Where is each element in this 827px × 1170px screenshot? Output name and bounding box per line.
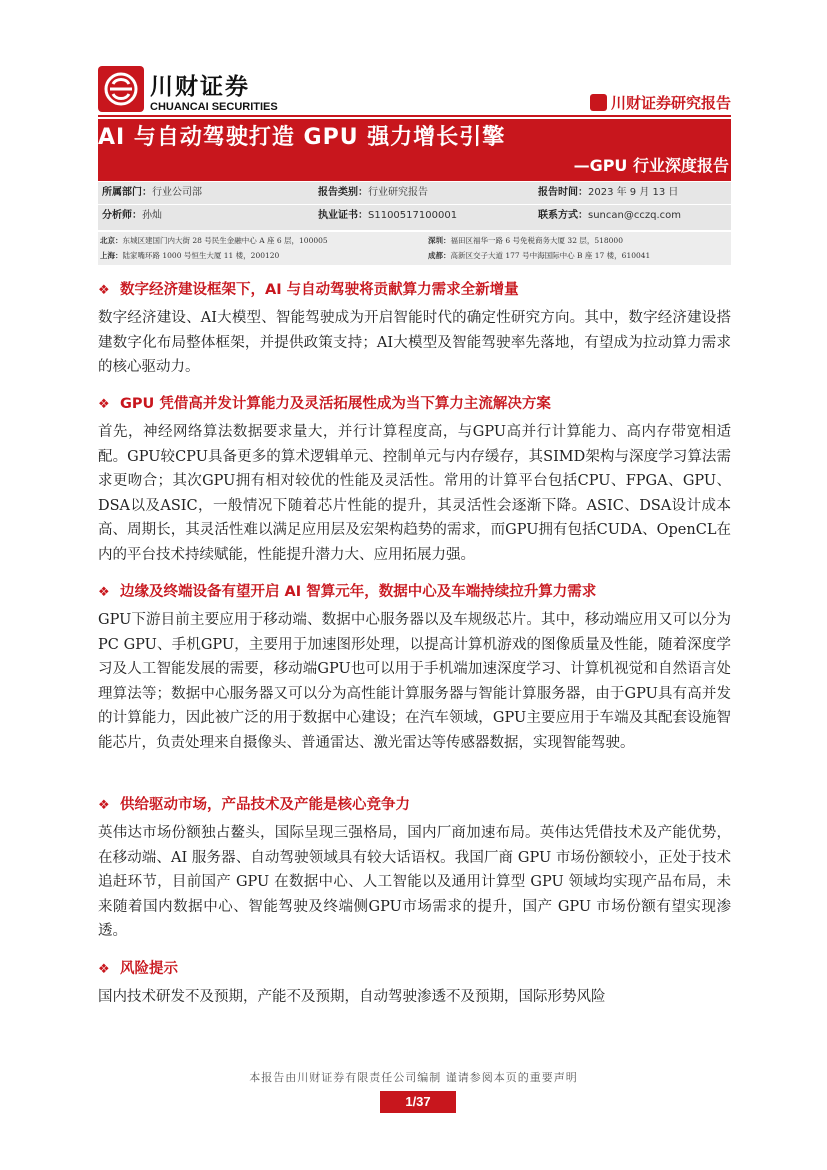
section-heading: [98, 580, 731, 604]
addr-chengdu: [428, 249, 650, 263]
addr-shanghai: [100, 249, 279, 263]
meta-row-1: [98, 182, 731, 204]
footer-disclaimer: 本报告由川财证券有限责任公司编制 谨请参阅本页的重要声明: [249, 1071, 578, 1084]
diamond-bullet-icon: ❖: [98, 585, 110, 600]
office-addresses: [98, 232, 731, 265]
header-divider: [98, 115, 731, 117]
addr-shenzhen: [428, 234, 623, 248]
diamond-bullet-icon: ❖: [98, 397, 110, 412]
meta-date-value: 2023 年 9 月 13 日: [588, 187, 679, 198]
report-subtitle: —GPU 行业深度报告: [573, 156, 729, 175]
meta-type-label: 报告类别：: [318, 187, 368, 198]
meta-analyst: [102, 205, 162, 227]
meta-cert: [318, 205, 457, 227]
addr-row-2: [98, 249, 731, 263]
meta-contact-label: 联系方式：: [538, 210, 588, 221]
brand-logo-icon: [590, 94, 607, 111]
diamond-bullet-icon: ❖: [98, 798, 110, 813]
meta-date-label: 报告时间：: [538, 187, 588, 198]
addr-shanghai-value: 陆家嘴环路 1000 号恒生大厦 11 楼，200120: [122, 251, 280, 260]
meta-type: [318, 182, 428, 204]
section-heading: [98, 392, 731, 416]
meta-contact-value[interactable]: suncan@cczq.com: [588, 210, 681, 221]
section-heading: [98, 957, 731, 981]
report-brand: [590, 92, 731, 113]
report-meta-table: [98, 182, 731, 230]
section-title: 边缘及终端设备有望开启 AI 智算元年，数据中心及车端持续拉升算力需求: [120, 584, 597, 600]
section-supply-driven: [98, 793, 731, 944]
addr-shenzhen-label: 深圳：: [428, 236, 451, 245]
meta-dept: [102, 182, 202, 204]
meta-contact: [538, 205, 681, 227]
section-digital-economy: [98, 278, 731, 380]
section-edge-devices: [98, 580, 731, 755]
meta-cert-label: 执业证书：: [318, 210, 368, 221]
section-body: 数字经济建设、AI大模型、智能驾驶成为开启智能时代的确定性研究方向。其中，数字经济建设搭建数字化布局整体框架，并提供政策支持；AI大模型及智能驾驶率先落地，有望成为拉动算力需求的核心驱动力。: [98, 310, 731, 375]
report-brand-label: 川财证券研究报告: [610, 94, 731, 112]
section-title: 数字经济建设框架下，AI 与自动驾驶将贡献算力需求全新增量: [120, 282, 519, 298]
meta-type-value: 行业研究报告: [368, 187, 428, 198]
page-number: 1/37: [380, 1091, 456, 1113]
section-heading: [98, 793, 731, 817]
section-body: 首先，神经网络算法数据要求量大，并行计算程度高，与GPU高并行计算能力、高内存带宽相适配。GPU较CPU具备更多的算术逻辑单元、控制单元与内存缓存，其SIMD架构与深度学习算法需求更吻合；其次GPU拥有相对较优的性能及灵活性。常用的计算平台包括CPU、FPGA、GPU、DSA以及ASIC，一般情况下随着芯片性能的提升，其灵活性会逐渐下降。ASIC、DSA设计成本高、周期长，其灵活性难以满足应用层及宏架构趋势的需求，而GPU拥有包括CUDA、OpenCL在内的平台技术持续赋能，性能提升潜力大、应用拓展力强。: [98, 424, 731, 563]
meta-cert-value: S1100517100001: [368, 210, 458, 221]
meta-dept-value: 行业公司部: [152, 187, 202, 198]
company-logo-icon: [98, 66, 144, 112]
report-title: AI 与自动驾驶打造 GPU 强力增长引擎: [98, 125, 506, 150]
meta-dept-label: 所属部门：: [102, 187, 152, 198]
section-body: 国内技术研发不及预期，产能不及预期，自动驾驶渗透不及预期，国际形势风险: [98, 989, 606, 1005]
section-title: GPU 凭借高并发计算能力及灵活拓展性成为当下算力主流解决方案: [120, 396, 551, 412]
addr-beijing-value: 东城区建国门内大街 28 号民生金融中心 A 座 6 层，100005: [122, 236, 328, 245]
meta-date: [538, 182, 678, 204]
section-title: 供给驱动市场，产品技术及产能是核心竞争力: [120, 797, 410, 813]
section-body: GPU下游目前主要应用于移动端、数据中心服务器以及车规级芯片。其中，移动端应用又可以分为PC GPU、手机GPU，主要用于加速图形处理，以提高计算机游戏的图像质量及性能，随着深度学习及人工智能发展的需要，移动端GPU也可以用于手机端加速深度学习、计算机视觉和自然语言处理算法等；数据中心服务器又可以分为高性能计算服务器与智能计算服务器，由于GPU具有高并发的计算能力，因此被广泛的用于数据中心建设；在汽车领域，GPU主要应用于车端及其配套设施智能芯片，负责处理来自摄像头、普通雷达、激光雷达等传感器数据，实现智能驾驶。: [98, 612, 731, 751]
addr-chengdu-label: 成都：: [428, 251, 451, 260]
section-heading: [98, 278, 731, 302]
section-gpu-solution: [98, 392, 731, 567]
diamond-bullet-icon: ❖: [98, 283, 110, 298]
section-title: 风险提示: [120, 961, 178, 977]
addr-chengdu-value: 高新区交子大道 177 号中海国际中心 B 座 17 楼，610041: [450, 251, 651, 260]
addr-shanghai-label: 上海：: [100, 251, 123, 260]
meta-analyst-value: 孙灿: [142, 210, 162, 221]
addr-shenzhen-value: 福田区福华一路 6 号免税商务大厦 32 层，518000: [450, 236, 623, 245]
meta-analyst-label: 分析师：: [102, 210, 142, 221]
section-body: 英伟达市场份额独占鳌头，国际呈现三强格局，国内厂商加速布局。英伟达凭借技术及产能优势，在移动端、AI 服务器、自动驾驶领域具有较大话语权。我国厂商 GPU 市场份额较小，正处于技术追赶环节，目前国产 GPU 在数据中心、人工智能以及通用计算型 GPU 领域均实现产品布局，未来随着国内数据中心、智能驾驶及终端侧GPU市场需求的提升，国产 GPU 市场份额有望实现渗透。: [98, 825, 731, 939]
addr-beijing: [100, 234, 328, 248]
company-name-cn: 川财证券: [150, 74, 250, 100]
addr-row-1: [98, 234, 731, 248]
company-name-en: CHUANCAI SECURITIES: [150, 101, 278, 113]
addr-beijing-label: 北京：: [100, 236, 123, 245]
section-risk: [98, 957, 731, 1010]
meta-row-2: [98, 205, 731, 227]
diamond-bullet-icon: ❖: [98, 962, 110, 977]
